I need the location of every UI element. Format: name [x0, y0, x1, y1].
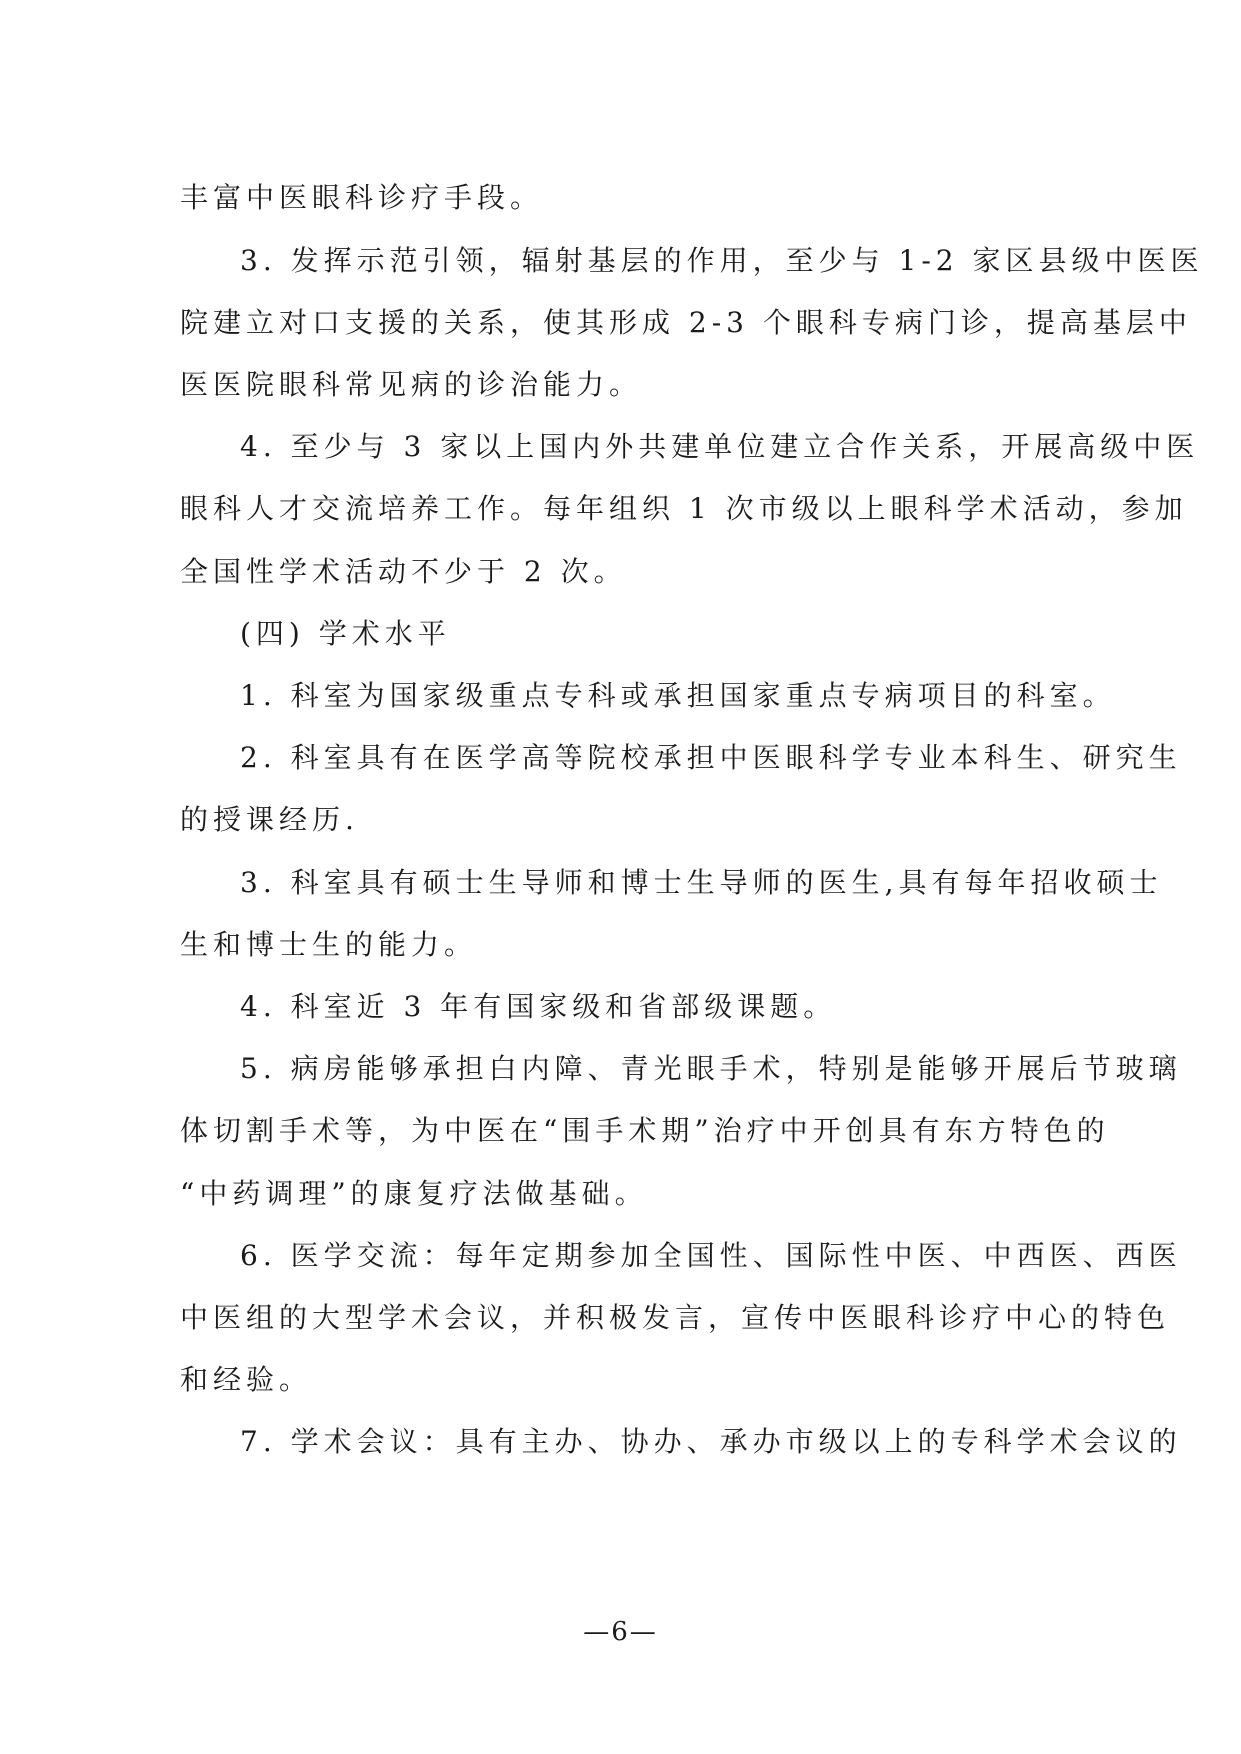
text-line: “中药调理”的康复疗法做基础。	[180, 1177, 648, 1210]
section-heading: (四) 学术水平	[240, 617, 451, 650]
text-line: 7. 学术会议：具有主办、协办、承办市级以上的专科学术会议的	[240, 1425, 1182, 1458]
text-line: 1. 科室为国家级重点专科或承担国家重点专病项目的科室。	[240, 679, 1116, 712]
text-line: 生和博士生的能力。	[180, 928, 478, 961]
text-line: 4. 至少与 3 家以上国内外共建单位建立合作关系，开展高级中医	[240, 430, 1200, 463]
text-line: 5. 病房能够承担白内障、青光眼手术，特别是能够开展后节玻璃	[240, 1052, 1182, 1085]
text-line: 医医院眼科常见病的诊治能力。	[180, 368, 643, 401]
text-line: 体切割手术等，为中医在“围手术期”治疗中开创具有东方特色的	[180, 1114, 1110, 1147]
text-line: 4. 科室近 3 年有国家级和省部级课题。	[240, 990, 837, 1023]
page-number: —6—	[583, 1617, 658, 1647]
text-line: 3. 发挥示范引领，辐射基层的作用，至少与 1-2 家区县级中医医	[240, 244, 1204, 277]
text-line: 院建立对口支援的关系，使其形成 2-3 个眼科专病门诊，提高基层中	[180, 306, 1192, 339]
text-line: 和经验。	[180, 1363, 313, 1396]
text-line: 中医组的大型学术会议，并积极发言，宣传中医眼科诊疗中心的特色	[180, 1301, 1171, 1334]
text-line: 全国性学术活动不少于 2 次。	[180, 555, 627, 588]
text-line: 眼科人才交流培养工作。每年组织 1 次市级以上眼科学术活动，参加	[180, 492, 1188, 525]
text-line: 2. 科室具有在医学高等院校承担中医眼科学专业本科生、研究生	[240, 741, 1182, 774]
text-line: 的授课经历.	[180, 803, 359, 836]
text-line: 3. 科室具有硕士生导师和博士生导师的医生,具有每年招收硕士	[240, 866, 1163, 899]
text-line: 6. 医学交流：每年定期参加全国性、国际性中医、中西医、西医	[240, 1239, 1182, 1272]
text-line: 丰富中医眼科诊疗手段。	[180, 181, 544, 214]
